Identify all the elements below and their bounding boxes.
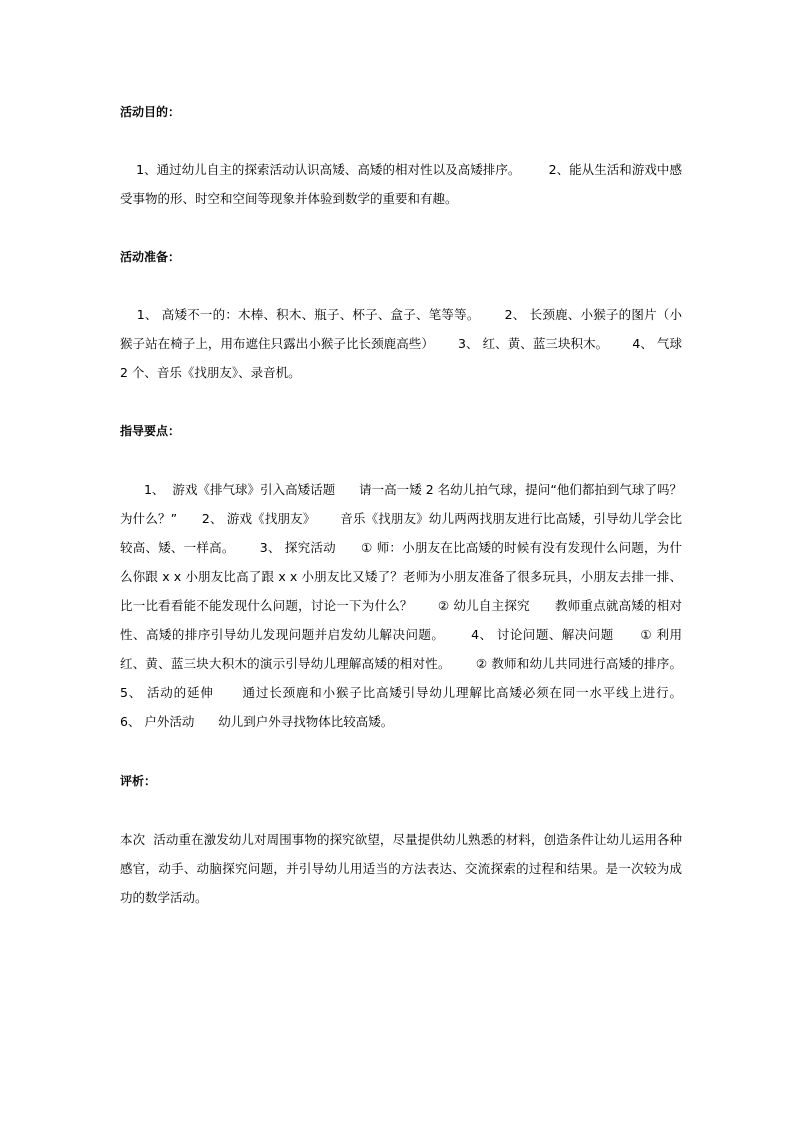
heading-activity-goal: 活动目的：	[120, 105, 181, 119]
paragraph-activity-goal: 1、通过幼儿自主的探索活动认识高矮、高矮的相对性以及高矮排序。 2、能从生活和游戏中感受事物的形、时空和空间等现象并体验到数学的重要和有趣。	[120, 162, 682, 206]
paragraph-evaluation: 本次 活动重在激发幼儿对周围事物的探究欲望，尽量提供幼儿熟悉的材料，创造条件让幼儿运用各种感官，动手、动脑探究问题，并引导幼儿用适当的方法表达、交流探索的过程和结果。是一次较为成功的数学活动。	[120, 832, 682, 905]
paragraph-activity-preparation: 1、 高矮不一的：木棒、积木、瓶子、杯子、盒子、笔等等。 2、 长颈鹿、小猴子的图片（小猴子站在椅子上，用布遮住只露出小猴子比长颈鹿高些） 3、 红、黄、蓝三块积木。 4、 气球 2 个、音乐《找朋友》、录音机。	[120, 307, 686, 380]
heading-activity-preparation: 活动准备：	[120, 250, 181, 264]
heading-evaluation: 评析：	[120, 774, 157, 788]
paragraph-guidance-points: 1、 游戏《排气球》引入高矮话题 请一高一矮 2 名幼儿拍气球，提问“他们都拍到气球了吗？为什么？” 2、 游戏《找朋友》 音乐《找朋友》幼儿两两找朋友进行比高矮，引导幼儿学会比较高、矮、一样高。 3、 探究活动 ① 师：小朋友在比高矮的时候有没有发现什么问题，为什么你跟 x x 小朋友比高了跟 x x 小朋友比又矮了？老师为小朋友准备了很多玩具，小朋友去排一排、比一比看看能不能发现什么问题，讨论一下为什么？ ② 幼儿自主探究 教师重点就高矮的相对性、高矮的排序引导幼儿发现问题并启发幼儿解决问题。 4、 讨论问题、解决问题 ① 利用红、黄、蓝三块大积木的演示引导幼儿理解高矮的相对性。 ② 教师和幼儿共同进行高矮的排序。 5、 活动的延伸 通过长颈鹿和小猴子比高矮引导幼儿理解比高矮必须在同一水平线上进行。 6、 户外活动 幼儿到户外寻找物体比较高矮。	[120, 482, 706, 729]
heading-guidance-points: 指导要点：	[120, 424, 181, 438]
